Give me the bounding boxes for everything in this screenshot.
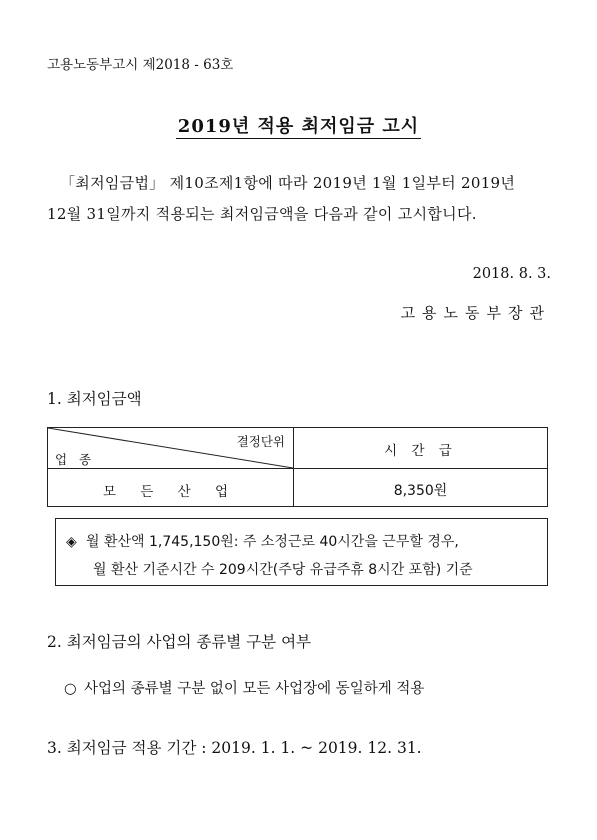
minimum-wage-table (47, 427, 548, 507)
section-2-item (64, 677, 424, 698)
diamond-icon: ◈ (66, 534, 77, 550)
table-cell-hourly-wage: 8,350원 (393, 483, 448, 499)
monthly-conversion-note (55, 518, 548, 586)
note-line-1 (66, 531, 459, 551)
body-text-line-2: 12월 31일까지 적용되는 최저임금액을 다음과 같이 고시합니다. (47, 205, 477, 223)
document-title (0, 112, 597, 138)
section-3-heading: 3. 최저임금 적용 기간 : 2019. 1. 1. ~ 2019. 12. 31. (47, 739, 422, 757)
document-title-text: 2019년 적용 최저임금 고시 (177, 116, 420, 137)
table-header-unit: 결정단위 (236, 434, 285, 449)
section-2-item-text: 사업의 종류별 구분 없이 모든 사업장에 동일하게 적용 (84, 681, 425, 697)
table-cell-industry: 모 든 산 업 (102, 484, 239, 500)
table-header-industry: 업 종 (55, 452, 96, 467)
body-text-line-1: 「최저임금법」 제10조제1항에 따라 2019년 1월 1일부터 2019년 (60, 174, 516, 192)
issuer-name: 고용노동부장관 (400, 304, 551, 322)
notice-number: 고용노동부고시 제2018 - 63호 (47, 57, 234, 73)
section-2-heading: 2. 최저임금의 사업의 종류별 구분 여부 (47, 633, 312, 651)
note-line-1-text: 월 환산액 1,745,150원: 주 소정근로 40시간을 근무할 경우, (86, 534, 459, 550)
table-header-hourly-wage: 시 간 급 (384, 443, 457, 459)
note-line-2: 월 환산 기준시간 수 209시간(주당 유급주휴 8시간 포함) 기준 (93, 562, 473, 578)
table-row-divider (48, 468, 547, 469)
circle-bullet-icon: ○ (64, 681, 77, 697)
section-1-heading: 1. 최저임금액 (47, 390, 142, 408)
notice-date: 2018. 8. 3. (472, 266, 551, 282)
